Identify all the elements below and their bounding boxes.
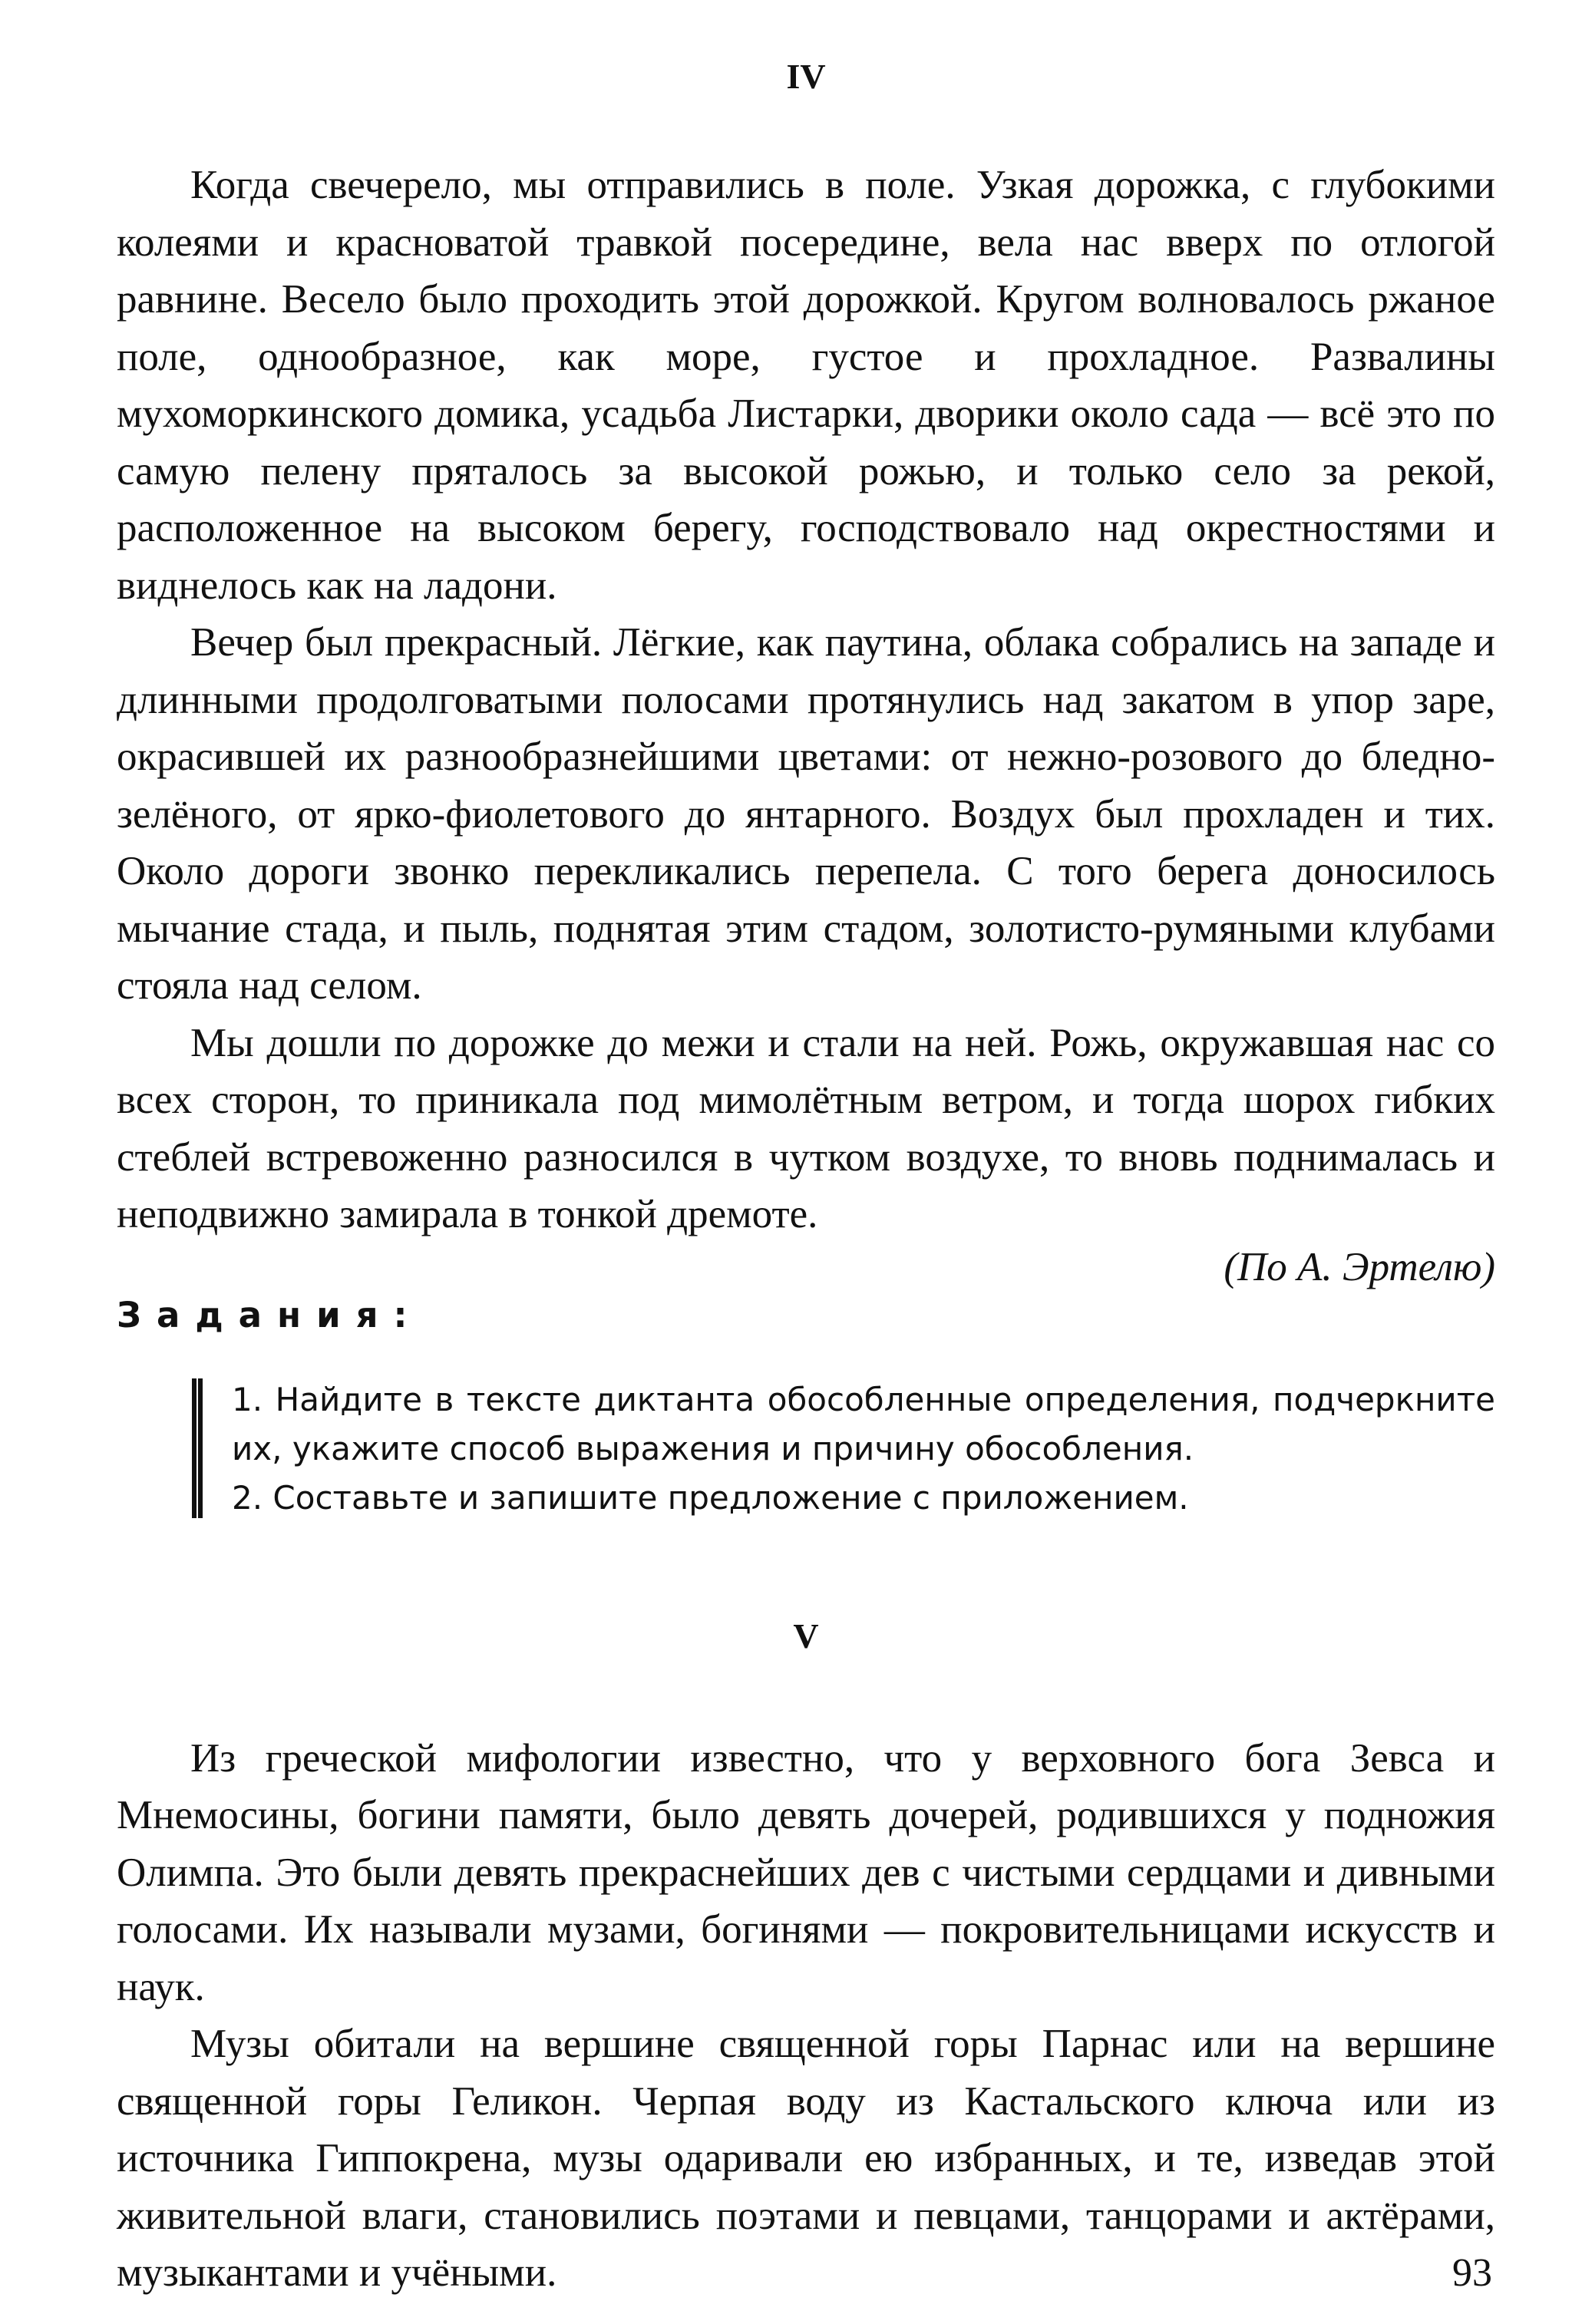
- paragraph: Мы дошли по дорожке до межи и стали на ней. Рожь, окружавшая нас со всех сторон, то приникала под мимолётным ветром, и тогда шорох гибких стеблей встревоженно разносился в чутком воздухе, то вновь поднималась и неподвижно замирала в тонкой дремоте.: [117, 1020, 1495, 1236]
- task-item: 2. Составьте и запишите предложение с приложением.: [232, 1478, 1189, 1517]
- section-heading-iv: IV: [786, 57, 826, 96]
- paragraph: Когда свечерело, мы отправились в поле. Узкая дорожка, с глубокими колеями и красноватой травкой посередине, вела нас вверх по отлогой равнине. Весело было проходить этой дорожкой. Кругом волновалось ржаное поле, однообразное, как море, густое и прохладное. Развалины мухоморкинского домика, усадьба Листарки, дворики около сада — всё это по самую пелену пряталось за высокой рожью, и только село за рекой, расположенное на высоком берегу, господствовало над окрестностями и виднелось как на ладони.: [117, 163, 1495, 608]
- tasks-heading: Задания:: [117, 1294, 423, 1335]
- paragraph: Музы обитали на вершине священной горы Парнас или на вершине священной горы Геликон. Черпая воду из Кастальского ключа или из источника Гиппокрена, музы одаривали ею избранных, и те, изведав этой живительной влаги, становились поэтами и певцами, танцорами и актёрами, музыкантами и учёными.: [117, 2022, 1495, 2295]
- paragraph: Из греческой мифологии известно, что у верховного бога Зевса и Мнемосины, богини памяти, было девять дочерей, родившихся у подножия Олимпа. Это были девять прекраснейших дев с чистыми сердцами и дивными голосами. Их называли музами, богинями — покровительницами искусств и наук.: [117, 1735, 1495, 2009]
- tasks-block: [117, 1292, 1495, 1523]
- tasks-margin-bar: [192, 1378, 203, 1518]
- task-item: 1. Найдите в тексте диктанта обособленные определения, подчеркните их, укажите способ выражения и причину обособления.: [232, 1380, 1495, 1467]
- tasks-list: [232, 1375, 1495, 1523]
- source-attribution: (По А. Эртелю): [1224, 1244, 1495, 1289]
- section-v: [117, 1613, 1495, 2302]
- section-heading-v: V: [793, 1616, 819, 1656]
- section-gap: [117, 1523, 1495, 1613]
- tasks-box: [117, 1375, 1495, 1523]
- paragraph: Вечер был прекрасный. Лёгкие, как паутина, облака собрались на западе и длинными продолговатыми полосами протянулись над закатом в упор заре, окрасившей их разнообразнейшими цветами: от нежно-розового до бледно-зелёного, от ярко-фиолетового до янтарного. Воздух был прохладен и тих. Около дороги звонко перекликались перепела. С того берега доносилось мычание стада, и пыль, поднятая этим стадом, золотисто-румяными клубами стояла над селом.: [117, 620, 1495, 1008]
- section-iv: [117, 54, 1495, 1296]
- page-number: 93: [1452, 2251, 1492, 2295]
